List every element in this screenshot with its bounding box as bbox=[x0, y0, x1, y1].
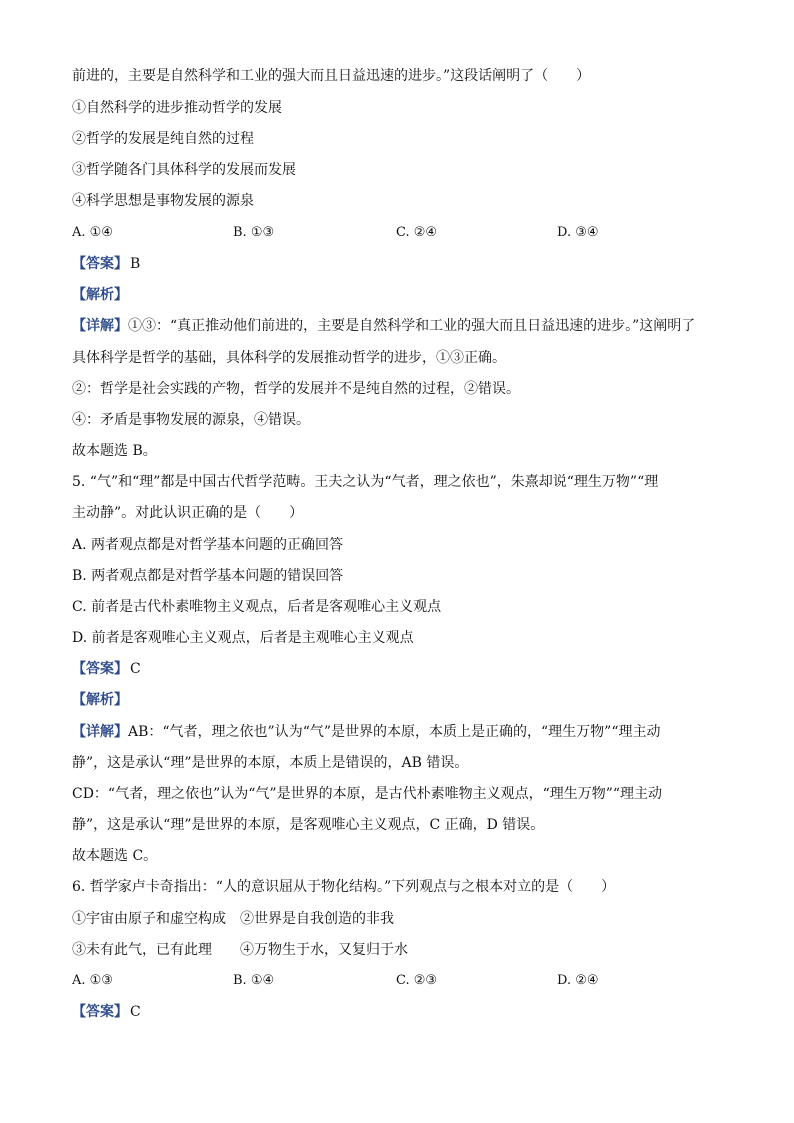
analysis-tag: 【解析】 bbox=[72, 287, 128, 303]
q4-analysis-tag bbox=[72, 285, 722, 305]
q4-item-2: ②哲学的发展是纯自然的过程 bbox=[72, 131, 254, 147]
q5-answer: C bbox=[130, 661, 141, 677]
q4-option-d: D. ③④ bbox=[557, 225, 599, 240]
answer-tag: 【答案】 bbox=[72, 661, 128, 677]
q4-conclusion: 故本题选 B。 bbox=[72, 443, 157, 459]
q4-option-c: C. ②④ bbox=[396, 225, 438, 240]
q5-detail-line-2: 静”，这是承认“理”是世界的本原，本质上是错误的，AB 错误。 bbox=[72, 755, 469, 771]
q6-stem: 6. 哲学家卢卡奇指出：“人的意识屈从于物化结构。”下列观点与之根本对立的是（ ） bbox=[72, 879, 616, 895]
q4-detail-line-3: ②：哲学是社会实践的产物，哲学的发展并不是纯自然的过程，②错误。 bbox=[72, 381, 520, 397]
q5-detail-line-3: CD：“气者，理之依也”认为“气”是世界的本原，是古代朴素唯物主义观点，“理生万物”“理主动 bbox=[72, 786, 663, 802]
q6-answer: C bbox=[130, 1004, 141, 1020]
q4-detail-text-1: ①③：“真正推动他们前进的，主要是自然科学和工业的强大而且日益迅速的进步。”这阐明了 bbox=[128, 318, 696, 334]
q6-answer-line bbox=[72, 1002, 722, 1022]
q6-option-b: B. ①④ bbox=[233, 973, 275, 988]
q5-stem-line-2: 主动静”。对此认识正确的是（ ） bbox=[72, 505, 304, 521]
q6-option-d: D. ②④ bbox=[557, 973, 599, 988]
q5-option-c: C. 前者是古代朴素唯物主义观点，后者是客观唯心主义观点 bbox=[72, 599, 442, 615]
q4-option-a: A. ①④ bbox=[72, 225, 113, 240]
q5-detail-line-1 bbox=[72, 722, 722, 742]
q6-option-c: C. ②③ bbox=[396, 973, 438, 988]
q5-detail-text-1: AB：“气者，理之依也”认为“气”是世界的本原，本质上是正确的，“理生万物”“理主动 bbox=[128, 724, 661, 740]
q5-answer-line bbox=[72, 659, 722, 679]
q6-items-row-2: ③未有此气，已有此理 ④万物生于水，又复归于水 bbox=[72, 942, 408, 958]
q5-option-b: B. 两者观点都是对哲学基本问题的错误回答 bbox=[72, 568, 344, 584]
answer-tag: 【答案】 bbox=[72, 1004, 128, 1020]
analysis-tag: 【解析】 bbox=[72, 692, 128, 708]
q4-item-4: ④科学思想是事物发展的源泉 bbox=[72, 193, 254, 209]
answer-tag: 【答案】 bbox=[72, 256, 128, 272]
q5-detail-line-4: 静”，这是承认“理”是世界的本原，是客观唯心主义观点，C 正确，D 错误。 bbox=[72, 817, 545, 833]
q4-answer: B bbox=[130, 256, 141, 272]
q6-option-a: A. ①③ bbox=[72, 973, 113, 988]
detail-tag: 【详解】 bbox=[72, 724, 128, 740]
q5-conclusion: 故本题选 C。 bbox=[72, 848, 158, 864]
q5-stem-line-1: 5. “气”和“理”都是中国古代哲学范畴。王夫之认为“气者，理之依也”，朱熹却说“理生万物”“理 bbox=[72, 474, 659, 490]
q4-answer-line bbox=[72, 254, 722, 274]
q4-detail-line-1 bbox=[72, 316, 722, 336]
q6-items-row-1: ①宇宙由原子和虚空构成 ②世界是自我创造的非我 bbox=[72, 911, 394, 927]
detail-tag: 【详解】 bbox=[72, 318, 128, 334]
q4-detail-line-2: 具体科学是哲学的基础，具体科学的发展推动哲学的进步，①③正确。 bbox=[72, 350, 506, 366]
q4-item-1: ①自然科学的进步推动哲学的发展 bbox=[72, 100, 282, 116]
q4-stem-tail: 前进的，主要是自然科学和工业的强大而且日益迅速的进步。”这段话阐明了（ ） bbox=[72, 68, 591, 84]
q4-detail-line-4: ④：矛盾是事物发展的源泉，④错误。 bbox=[72, 412, 310, 428]
q5-option-d: D. 前者是客观唯心主义观点，后者是主观唯心主义观点 bbox=[72, 630, 414, 646]
q4-option-b: B. ①③ bbox=[233, 225, 275, 240]
q5-analysis-tag bbox=[72, 690, 722, 710]
q4-item-3: ③哲学随各门具体科学的发展而发展 bbox=[72, 162, 296, 178]
q5-option-a: A. 两者观点都是对哲学基本问题的正确回答 bbox=[72, 537, 344, 553]
